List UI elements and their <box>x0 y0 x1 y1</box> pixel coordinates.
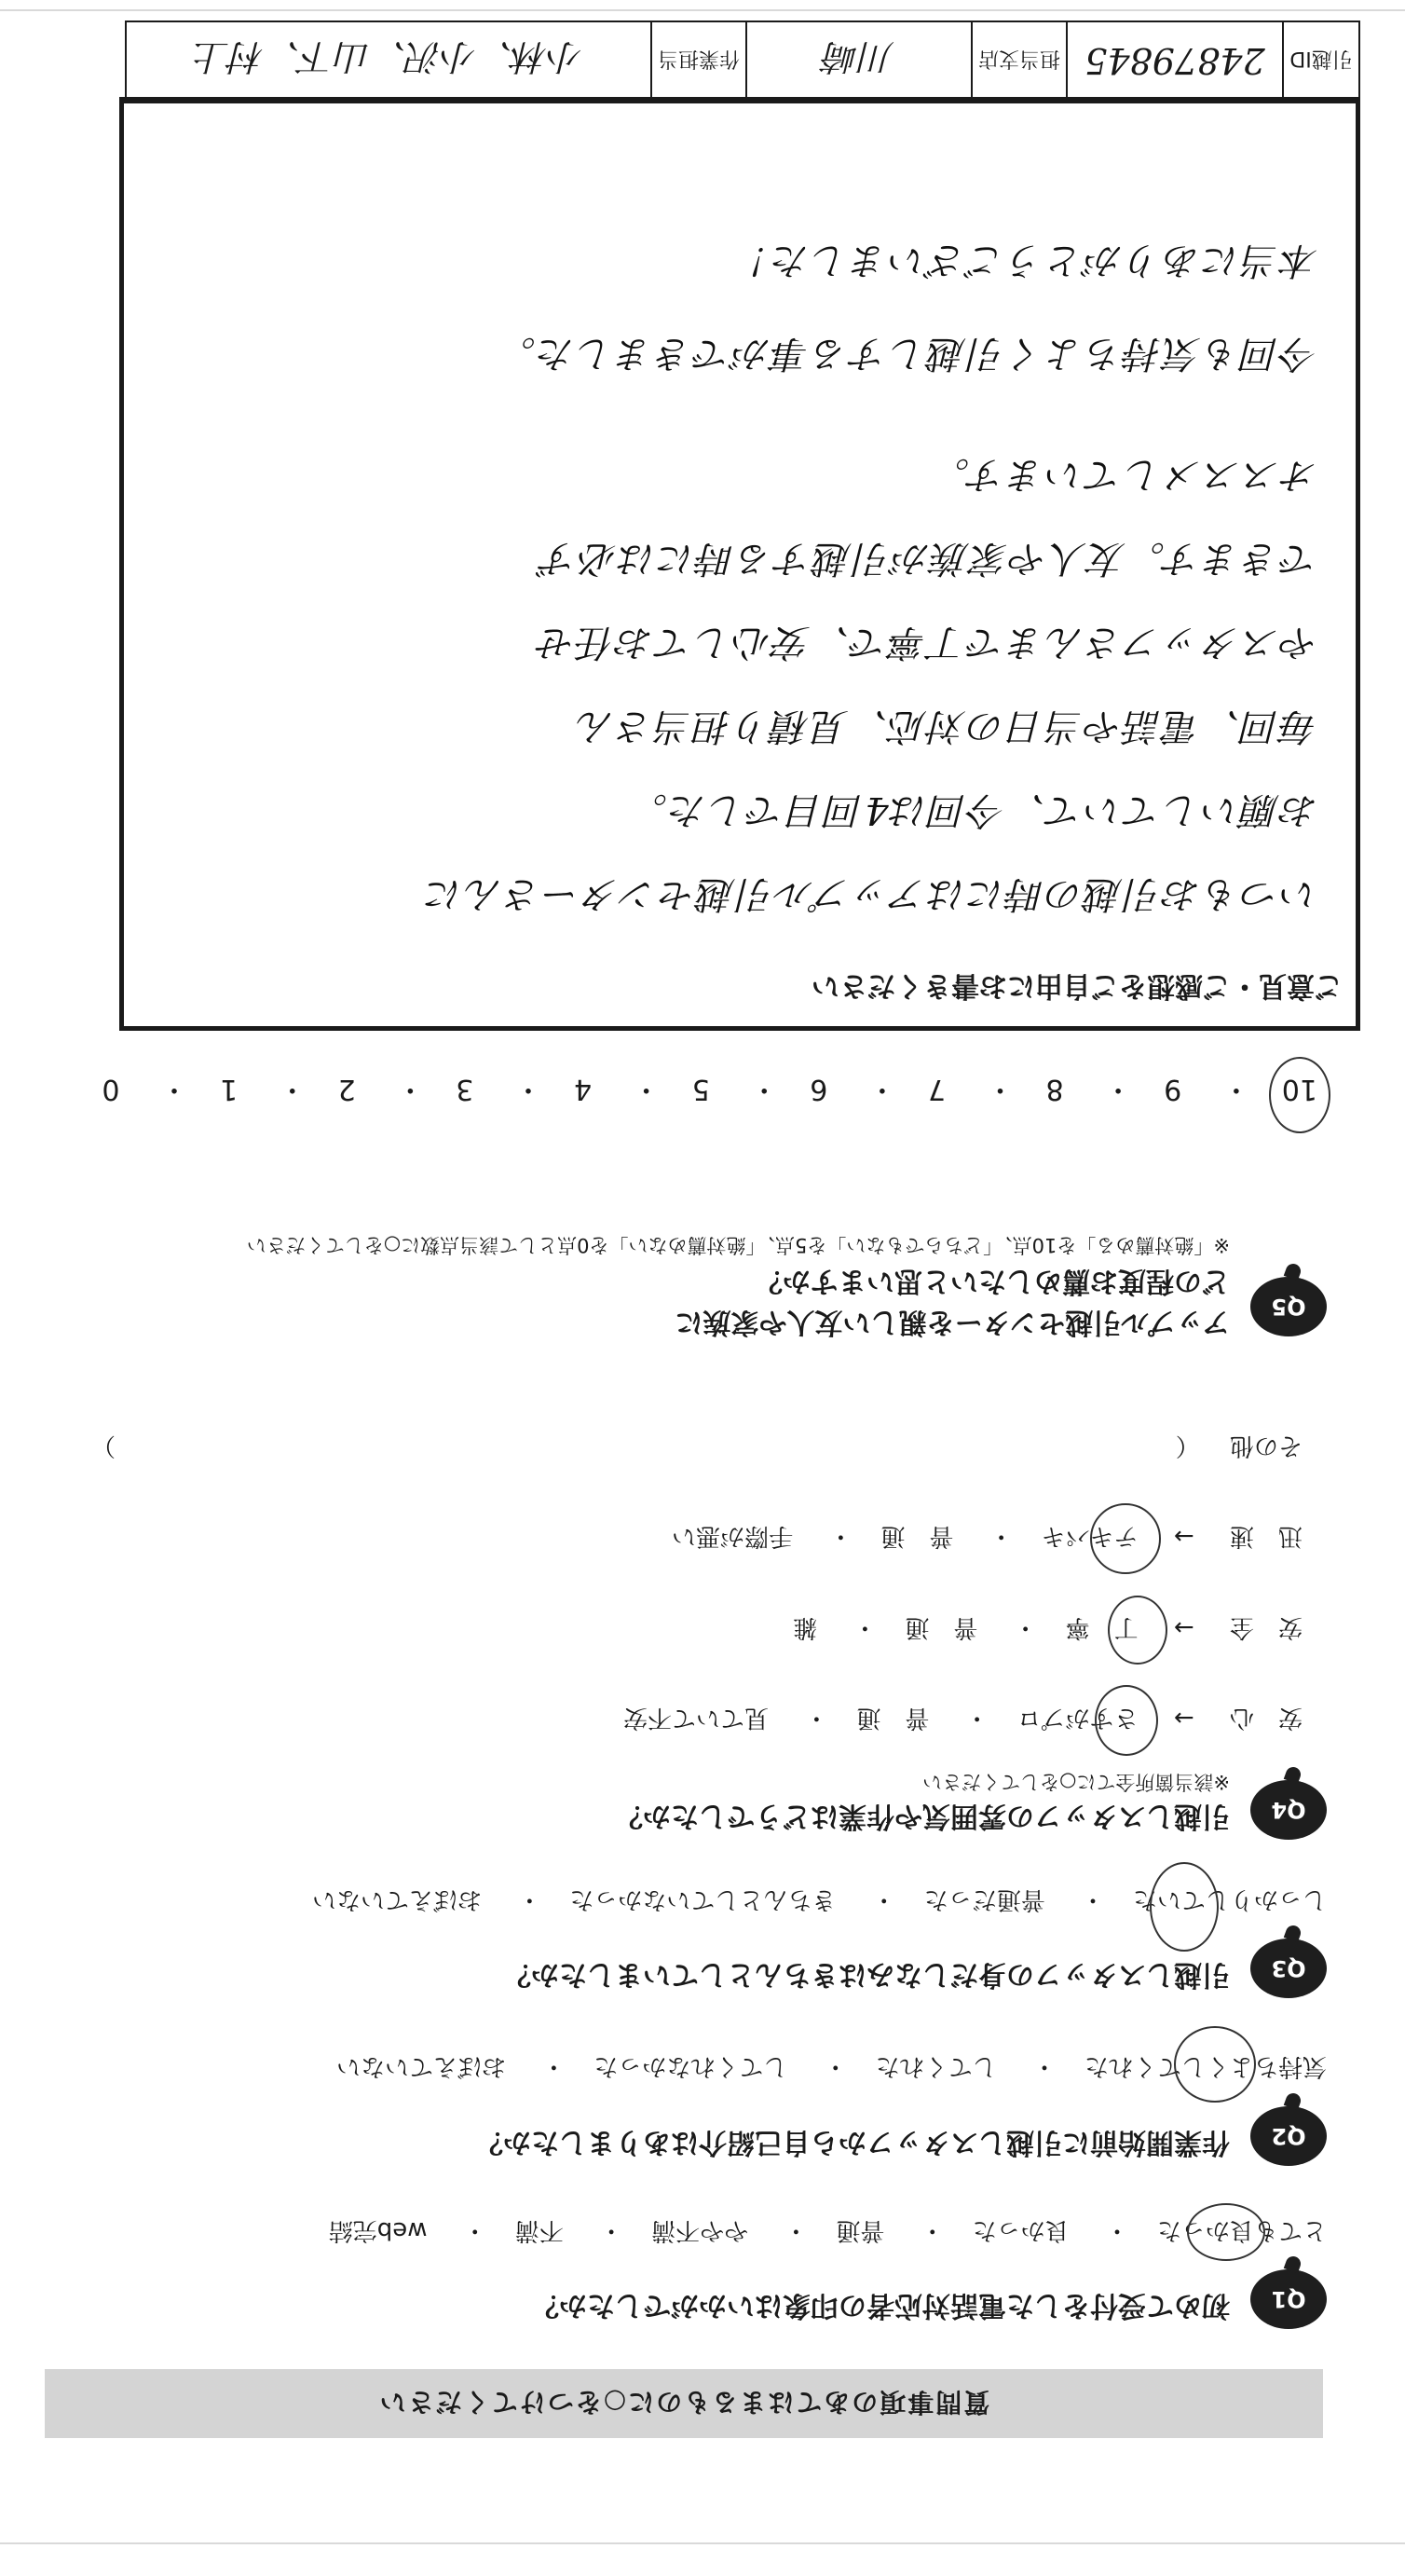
q3-option[interactable]: きちんとしていなかった <box>569 1885 837 1913</box>
q4-other-label: その他 <box>1229 1432 1303 1459</box>
feedback-line: 本当にありがとうございました！ <box>731 239 1318 281</box>
q1-selection-circle <box>1187 2203 1265 2261</box>
q4-other-open-bracket: （ <box>1175 1432 1200 1459</box>
feedback-line: いつもお引越の時にはアップル引越センターさんに <box>424 872 1318 915</box>
rating-option[interactable]: 6 <box>810 1073 828 1105</box>
q5-note: ※「絶対薦める」を10点、「どちらでもない」を5点、「絶対薦めない」を0点として該当点数に○をしてください <box>246 1234 1230 1256</box>
q4-option[interactable]: 普 通 <box>856 1704 930 1732</box>
q2-badge: Q2 <box>1250 2106 1327 2166</box>
q2-options: 気持ちよくしてくれた・ してくれた・ してくれなかった・ おぼえていない <box>336 2052 1327 2080</box>
q4-option[interactable]: さすがプロ <box>1016 1704 1139 1732</box>
q3-option[interactable]: おぼえていない <box>312 1885 483 1913</box>
q1-badge: Q1 <box>1250 2269 1327 2329</box>
q4-other-row <box>91 1431 1303 1465</box>
q4-anshin-circle <box>1095 1685 1158 1756</box>
arrow-icon: → <box>1173 1704 1194 1732</box>
move-id-value: 24879845 <box>1066 22 1282 99</box>
q3-options: しっかりしていた・ 普通だった・ きちんとしていなかった・ おぼえていない <box>312 1885 1327 1913</box>
rating-option[interactable]: 7 <box>927 1073 946 1105</box>
top-edge-line <box>0 2542 1405 2544</box>
q3-text: 引越しスタッフの身だしなみはきちんとしていましたか？ <box>503 1958 1230 1991</box>
q2-option[interactable]: してくれなかった <box>593 2052 788 2080</box>
rating-option[interactable]: 8 <box>1045 1073 1064 1105</box>
q1-option[interactable]: とても良かった <box>1156 2216 1327 2244</box>
q2-text: 作業開始前に引越しスタッフから自己紹介はありましたか？ <box>475 2126 1230 2158</box>
arrow-icon: → <box>1173 1613 1194 1641</box>
q2-selection-circle <box>1174 2026 1256 2103</box>
q2-option[interactable]: 気持ちよくしてくれた <box>1084 2052 1327 2080</box>
rating-option[interactable]: 3 <box>456 1073 474 1105</box>
q4-row-anshin: 安 心 → さすがプロ・ 普 通・ 見ていて不安 <box>623 1704 1303 1732</box>
q2-option[interactable]: おぼえていない <box>336 2052 507 2080</box>
rating-option[interactable]: 2 <box>337 1073 356 1105</box>
feedback-title: ご意見・ご感想をご自由にお書きください <box>812 969 1343 1002</box>
q5-selection-circle <box>1269 1057 1330 1133</box>
rating-option[interactable]: 10 <box>1281 1073 1317 1105</box>
rating-option[interactable]: 1 <box>220 1073 239 1105</box>
q4-row-label: 迅 速 <box>1229 1522 1303 1550</box>
q4-option[interactable]: 普 通 <box>905 1613 978 1641</box>
q5-badge: Q5 <box>1250 1277 1327 1336</box>
q1-option[interactable]: web完結 <box>328 2216 428 2244</box>
q4-option[interactable]: 丁 寧 <box>1065 1613 1139 1641</box>
q4-row-label: 安 心 <box>1229 1704 1303 1732</box>
feedback-line: お願いしていて、今回は4回目でした。 <box>628 788 1318 831</box>
q4-note: ※該当箇所全てに○をしてください <box>922 1771 1230 1793</box>
rating-option[interactable]: 9 <box>1164 1073 1182 1105</box>
arrow-icon: → <box>1173 1522 1194 1550</box>
q4-jinsoku-circle <box>1090 1503 1161 1574</box>
q4-option[interactable]: 普 通 <box>880 1522 954 1550</box>
bottom-edge-line <box>0 9 1405 11</box>
q3-badge: Q3 <box>1250 1939 1327 1998</box>
rating-option[interactable]: 5 <box>691 1073 710 1105</box>
q1-options: とても良かった・ 良かった・ 普通・ やや不満・ 不満・ web完結 <box>328 2216 1327 2244</box>
q4-row-label: 安 全 <box>1229 1613 1303 1641</box>
q4-option[interactable]: 雑 <box>793 1613 818 1641</box>
q1-option[interactable]: 不満 <box>514 2216 564 2244</box>
instruction-banner: 質問事項のあてはまるものに○をつけてください <box>45 2369 1323 2438</box>
q5-text-line1: アップル引越センターを親しい友人や家族に <box>675 1306 1230 1338</box>
feedback-line: できます。友人や家族が引越する時には必ず <box>539 537 1318 580</box>
branch-value: 川崎 <box>745 22 971 99</box>
q3-option[interactable]: しっかりしていた <box>1132 1885 1327 1913</box>
q5-rating-scale: 10・ 9・ 8・ 7・ 6・ 5・ 4・ 3・ 2・ 1・ 0 <box>102 1073 1317 1105</box>
feedback-line: 今回も気持ちよく引越しする事ができました。 <box>497 332 1318 375</box>
feedback-line: 毎回、電話や当日の対応、見積り担当さん <box>575 705 1318 747</box>
q4-other-close-bracket: ） <box>91 1432 116 1459</box>
q4-option[interactable]: 手際が悪い <box>672 1522 794 1550</box>
q4-option[interactable]: 見ていて不安 <box>623 1704 770 1732</box>
move-id-label: 引越ID <box>1282 22 1358 99</box>
q1-option[interactable]: 普通 <box>836 2216 885 2244</box>
q3-selection-circle <box>1150 1862 1219 1952</box>
rating-option[interactable]: 4 <box>573 1073 593 1105</box>
q4-text: 引越しスタッフの雰囲気や作業はどうでしたか？ <box>615 1800 1230 1832</box>
q4-row-anzen: 安 全 → 丁 寧・ 普 通・ 雑 <box>793 1613 1303 1641</box>
feedback-line: やスタッフさんまで丁寧で、安心してお任せ <box>536 621 1318 664</box>
q4-anzen-circle <box>1108 1596 1167 1665</box>
q1-option[interactable]: やや不満 <box>651 2216 749 2244</box>
q2-option[interactable]: してくれた <box>875 2052 997 2080</box>
staff-value: 小林、小沢、山下、村上 <box>194 36 584 78</box>
q5-text-line2: どの程度お薦めしたいと思いますか？ <box>755 1265 1230 1297</box>
q1-option[interactable]: 良かった <box>972 2216 1070 2244</box>
q4-option[interactable]: テキパキ <box>1041 1522 1139 1550</box>
rating-option[interactable]: 0 <box>102 1073 120 1105</box>
feedback-box <box>119 97 1360 1031</box>
branch-label: 担当支店 <box>971 22 1066 99</box>
q4-row-jinsoku: 迅 速 → テキパキ・ 普 通・ 手際が悪い <box>672 1522 1303 1550</box>
q3-option[interactable]: 普通だった <box>923 1885 1045 1913</box>
staff-label: 作業担当 <box>650 22 745 99</box>
meta-table <box>125 21 1360 101</box>
q4-badge: Q4 <box>1250 1780 1327 1840</box>
q1-text: 初めて受付をした電話対応者の印象はいかがでしたか？ <box>531 2289 1230 2322</box>
feedback-line: オススメしています。 <box>930 453 1318 496</box>
